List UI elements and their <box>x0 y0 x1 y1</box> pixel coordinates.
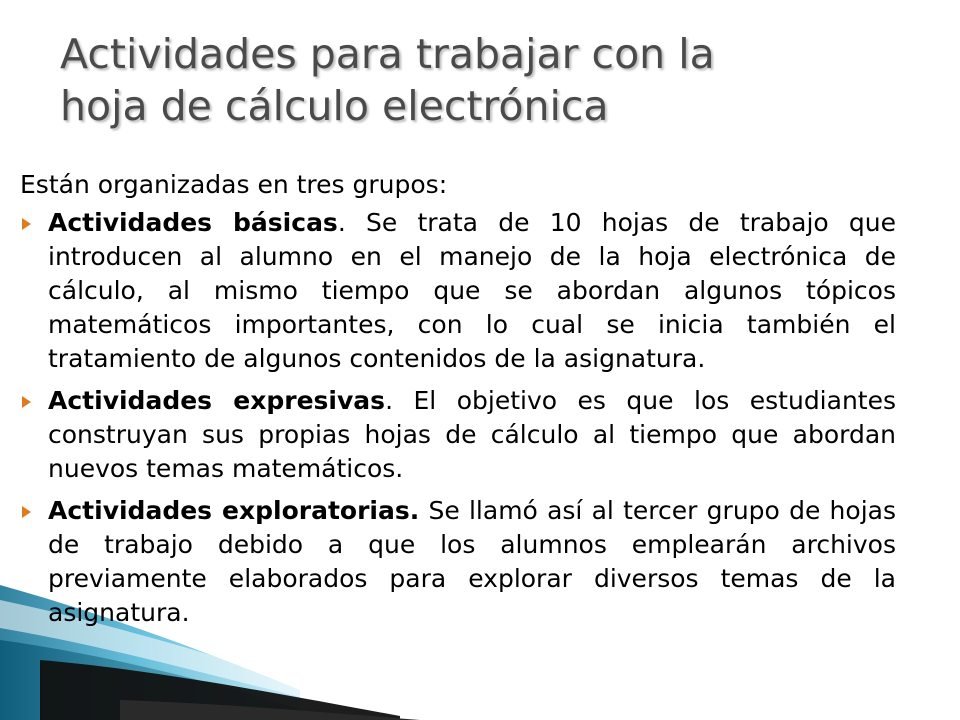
item-text: Se llamó así al tercer grupo de hojas de trabajo debido a que los alumnos emplearán archivos previamente elaborados para explorar diversos temas de la asignatura. <box>48 496 896 627</box>
item-separator: . <box>385 386 394 415</box>
triangle-right-icon <box>22 506 31 518</box>
list-item-expressive-activities <box>20 384 896 486</box>
item-term: Actividades básicas <box>48 208 338 237</box>
title-line-1: Actividades para trabajar con la <box>60 30 715 78</box>
list-item-basic-activities <box>20 206 896 376</box>
activity-list <box>20 206 896 630</box>
slide-body <box>20 168 896 638</box>
title-line-2: hoja de cálculo electrónica <box>60 82 609 130</box>
list-item-exploratory-activities <box>20 494 896 630</box>
slide-title <box>60 28 920 132</box>
intro-text: Están organizadas en tres grupos: <box>20 170 448 199</box>
triangle-right-icon <box>22 396 31 408</box>
item-text: El objetivo es que los estudiantes construyan sus propias hojas de cálculo al tiempo que abordan nuevos temas matemáticos. <box>48 386 897 483</box>
item-term: Actividades expresivas <box>48 386 386 415</box>
item-term: Actividades exploratorias. <box>48 496 420 525</box>
item-separator: . <box>337 208 346 237</box>
item-text: Se trata de 10 hojas de trabajo que introducen al alumno en el manejo de la hoja electrónica de cálculo, al mismo tiempo que se abordan algunos tópicos matemáticos importantes, con lo cual se inicia también el tratamiento de algunos contenidos de la asignatura. <box>48 208 897 373</box>
triangle-right-icon <box>22 218 31 230</box>
